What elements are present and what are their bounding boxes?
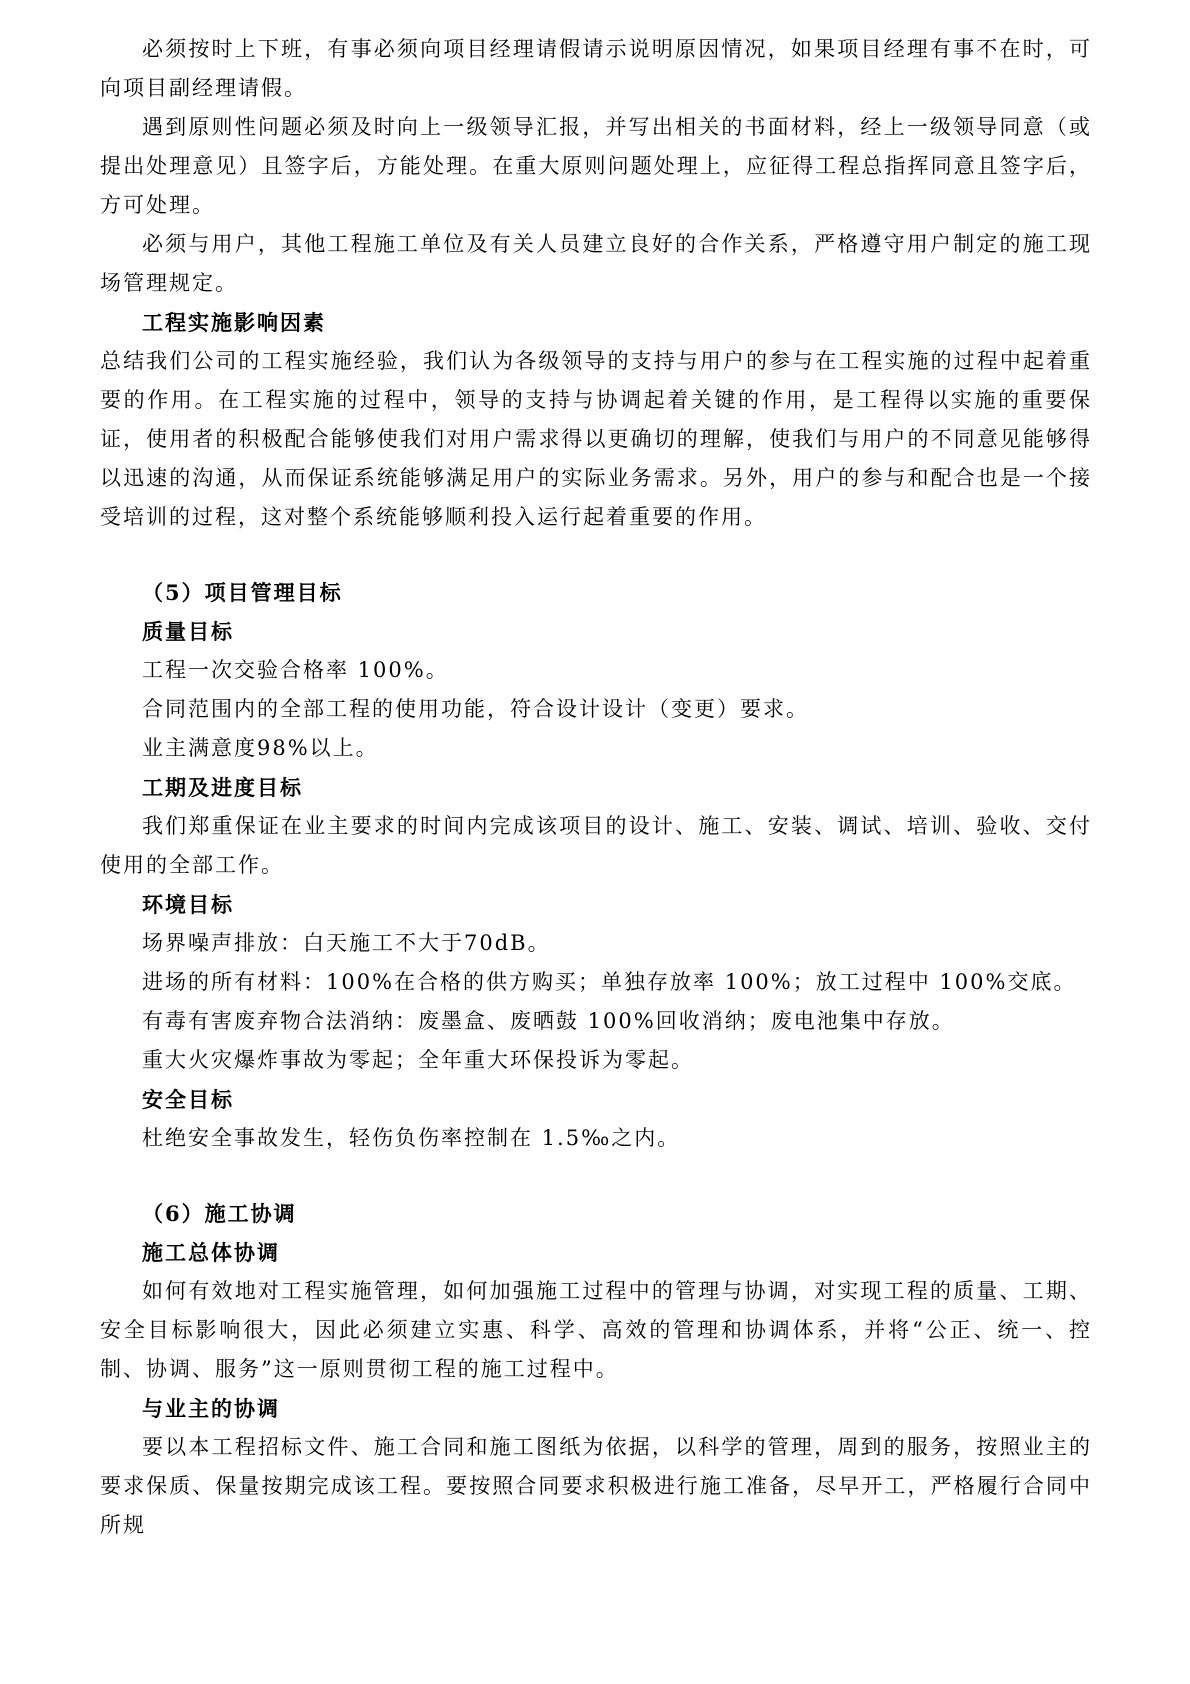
section-heading: （5）项目管理目标	[142, 580, 343, 605]
sub-heading: 工程实施影响因素	[142, 310, 326, 335]
paragraph: 必须按时上下班，有事必须向项目经理请假请示说明原因情况，如果项目经理有事不在时，可向项目副经理请假。	[100, 37, 1092, 100]
sub-heading: 工期及进度目标	[142, 775, 303, 800]
sub-heading: 与业主的协调	[142, 1396, 280, 1421]
sub-heading: 环境目标	[142, 892, 234, 917]
sub-heading: 安全目标	[142, 1087, 234, 1112]
section-heading: （6）施工协调	[142, 1201, 297, 1226]
document-body	[100, 30, 1092, 1545]
paragraph: 如何有效地对工程实施管理，如何加强施工过程中的管理与协调，对实现工程的质量、工期、安全目标影响很大，因此必须建立实惠、科学、高效的管理和协调体系，并将“公正、统一、控制、协调、服务”这一原则贯彻工程的施工过程中。	[100, 1279, 1092, 1381]
paragraph: 进场的所有材料：100%在合格的供方购买；单独存放率 100%；放工过程中 100%交底。	[142, 970, 1077, 994]
paragraph: 总结我们公司的工程实施经验，我们认为各级领导的支持与用户的参与在工程实施的过程中起着重要的作用。在工程实施的过程中，领导的支持与协调起着关键的作用，是工程得以实施的重要保证，使用者的积极配合能够使我们对用户需求得以更确切的理解，使我们与用户的不同意见能够得以迅速的沟通，从而保证系统能够满足用户的实际业务需求。另外，用户的参与和配合也是一个接受培训的过程，这对整个系统能够顺利投入运行起着重要的作用。	[100, 349, 1092, 529]
paragraph: 要以本工程招标文件、施工合同和施工图纸为依据，以科学的管理，周到的服务，按照业主的要求保质、保量按期完成该工程。要按照合同要求积极进行施工准备，尽早开工，严格履行合同中所规	[100, 1435, 1092, 1537]
paragraph: 必须与用户，其他工程施工单位及有关人员建立良好的合作关系，严格遵守用户制定的施工现场管理规定。	[100, 232, 1092, 295]
paragraph: 杜绝安全事故发生，轻伤负伤率控制在 1.5‰之内。	[142, 1126, 681, 1150]
paragraph: 工程一次交验合格率 100%。	[142, 658, 449, 682]
paragraph: 重大火灾爆炸事故为零起；全年重大环保投诉为零起。	[142, 1048, 694, 1072]
paragraph: 场界噪声排放：白天施工不大于70dB。	[142, 931, 551, 955]
sub-heading: 施工总体协调	[142, 1240, 280, 1265]
paragraph: 有毒有害废弃物合法消纳：废墨盒、废晒鼓 100%回收消纳；废电池集中存放。	[142, 1009, 955, 1033]
paragraph: 业主满意度98%以上。	[142, 736, 379, 760]
paragraph: 我们郑重保证在业主要求的时间内完成该项目的设计、施工、安装、调试、培训、验收、交付使用的全部工作。	[100, 814, 1092, 877]
paragraph: 遇到原则性问题必须及时向上一级领导汇报，并写出相关的书面材料，经上一级领导同意（或提出处理意见）且签字后，方能处理。在重大原则问题处理上，应征得工程总指挥同意且签字后，方可处理。	[100, 115, 1092, 217]
paragraph: 合同范围内的全部工程的使用功能，符合设计设计（变更）要求。	[142, 697, 809, 721]
sub-heading: 质量目标	[142, 619, 234, 644]
